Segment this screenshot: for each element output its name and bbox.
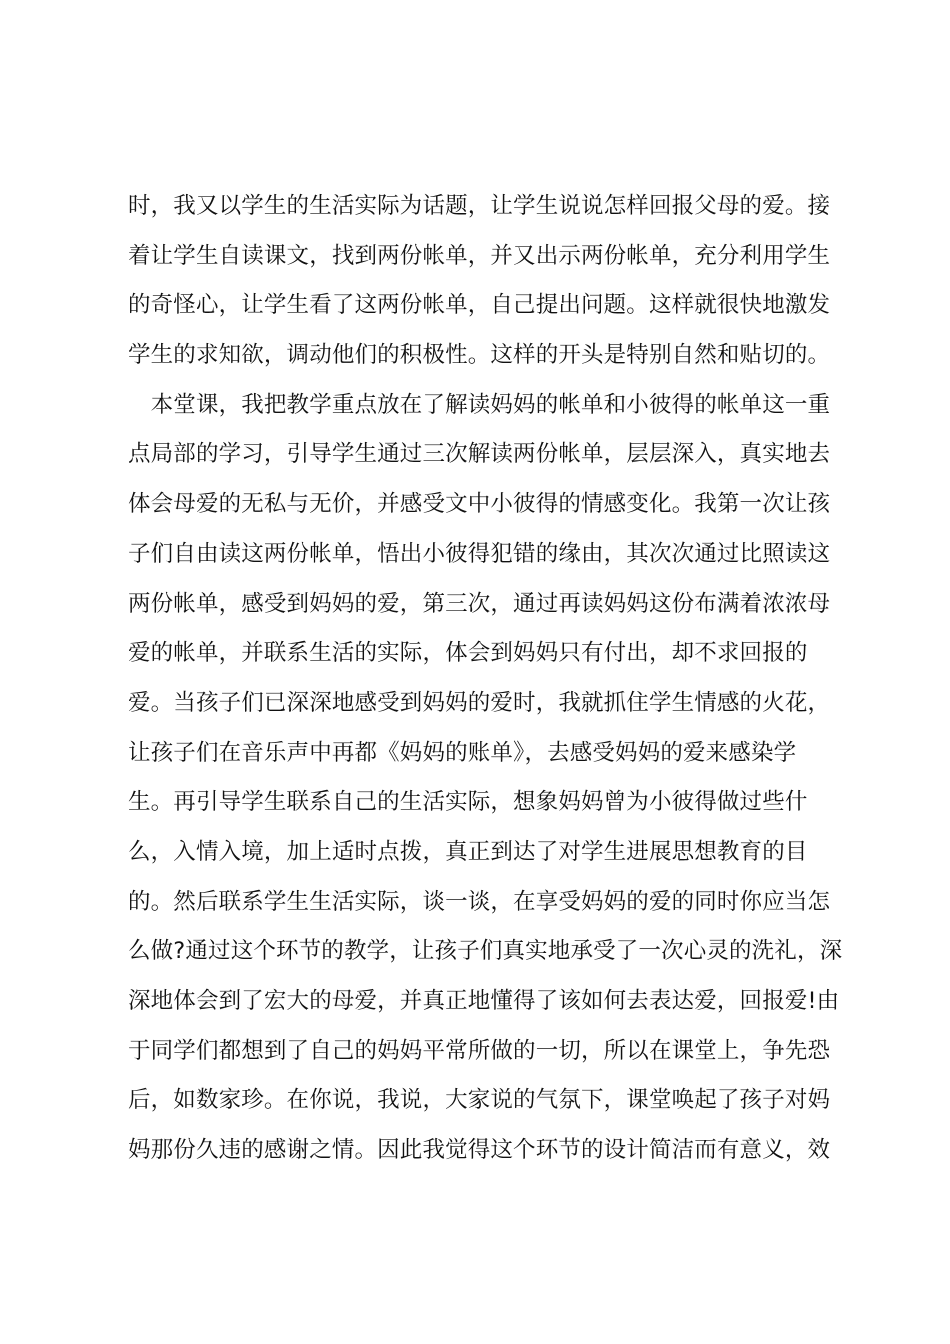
text-line: 爱的帐单，并联系生活的实际，体会到妈妈只有付出，却不求回报的	[128, 640, 808, 667]
text-line: 着让学生自读课文，找到两份帐单，并又出示两份帐单，充分利用学生	[128, 242, 831, 269]
text-line: 么，入情入境，加上适时点拨，真正到达了对学生进展思想教育的目	[128, 838, 808, 865]
text-line: 体会母爱的无私与无价，并感受文中小彼得的情感变化。我第一次让孩	[128, 491, 831, 518]
text-line: 的奇怪心，让学生看了这两份帐单，自己提出问题。这样就很快地激发	[128, 292, 831, 319]
text-line: 深地体会到了宏大的母爱，并真正地懂得了该如何去表达爱，回报爱!由	[128, 988, 840, 1014]
text-line: 爱。当孩子们已深深地感受到妈妈的爱时，我就抓住学生情感的火花，	[128, 689, 831, 716]
text-line: 点局部的学习，引导学生通过三次解读两份帐单，层层深入，真实地去	[128, 441, 831, 468]
text-line: 两份帐单，感受到妈妈的爱，第三次，通过再读妈妈这份布满着浓浓母	[128, 590, 831, 617]
text-line: 生。再引导学生联系自己的生活实际，想象妈妈曾为小彼得做过些什	[128, 789, 808, 816]
text-line: 妈那份久违的感谢之情。因此我觉得这个环节的设计简洁而有意义，效	[128, 1137, 831, 1164]
body-text	[128, 182, 843, 1176]
text-line: 时，我又以学生的生活实际为话题，让学生说说怎样回报父母的爱。接	[128, 193, 831, 219]
paragraph-start-line: 本堂课，我把教学重点放在了解读妈妈的帐单和小彼得的帐单这一重	[128, 391, 831, 418]
text-line: 的。然后联系学生生活实际，谈一谈，在享受妈妈的爱的同时你应当怎	[128, 888, 831, 915]
text-line: 么做?通过这个环节的教学，让孩子们真实地承受了一次心灵的洗礼，深	[128, 938, 843, 965]
text-line: 学生的求知欲，调动他们的积极性。这样的开头是特别自然和贴切的。	[128, 342, 831, 369]
text-line: 后，如数家珍。在你说，我说，大家说的气氛下，课堂唤起了孩子对妈	[128, 1087, 831, 1114]
text-line: 让孩子们在音乐声中再都《妈妈的账单》，去感受妈妈的爱来感染学	[128, 739, 797, 766]
text-line: 子们自由读这两份帐单，悟出小彼得犯错的缘由，其次次通过比照读这	[128, 540, 831, 567]
text-line: 于同学们都想到了自己的妈妈平常所做的一切，所以在课堂上，争先恐	[128, 1037, 831, 1064]
